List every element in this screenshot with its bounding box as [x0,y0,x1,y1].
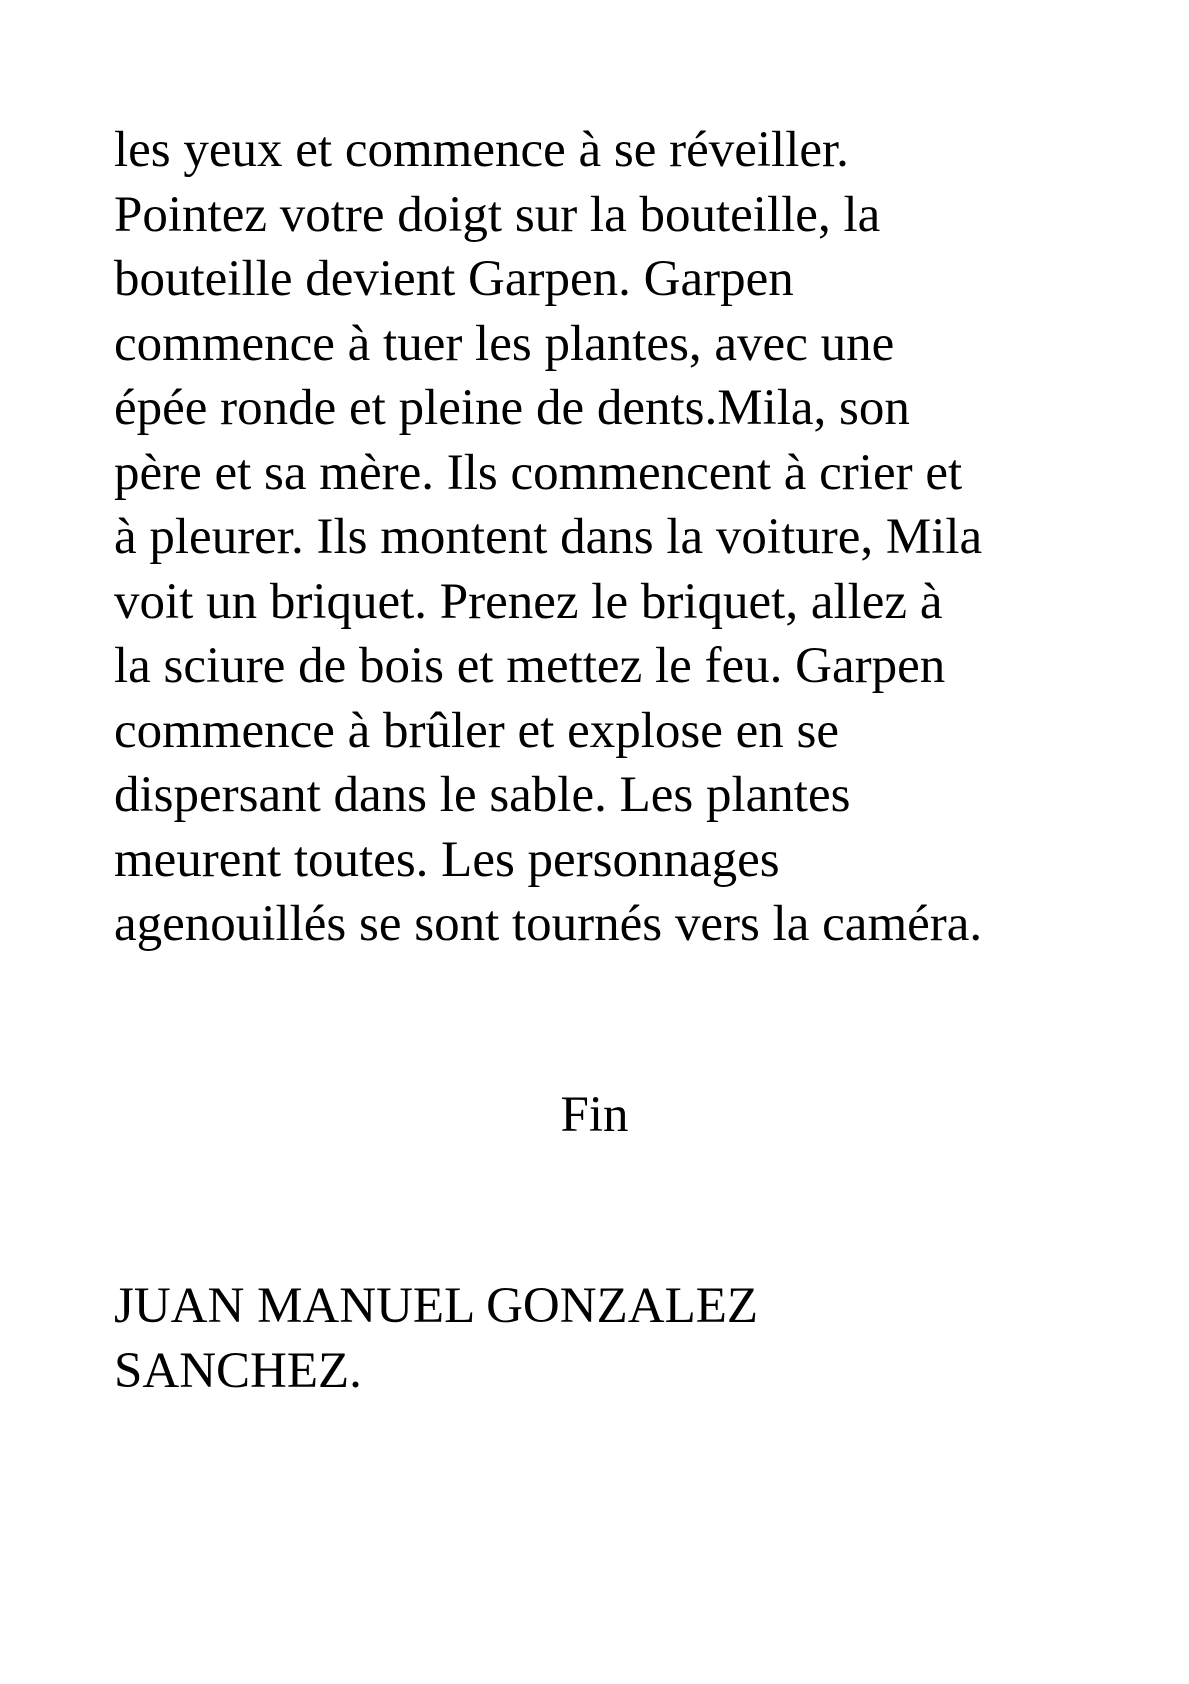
author-line: SANCHEZ. [114,1342,362,1399]
story-line: meurent toutes. Les personnages [114,831,780,888]
story-line: épée ronde et pleine de dents.Mila, son [114,380,910,436]
author-name [114,1274,1114,1403]
story-line: bouteille devient Garpen. Garpen [114,251,794,307]
story-line: commence à tuer les plantes, avec une [114,315,895,372]
story-line: les yeux et commence à se réveiller. [114,122,849,178]
story-paragraph [114,118,1114,957]
author-line: JUAN MANUEL GONZALEZ [114,1278,759,1334]
story-line: dispersant dans le sable. Les plantes [114,767,851,823]
story-line: agenouillés se sont tournés vers la caméra. [114,896,983,952]
ending-label: Fin [560,1087,629,1143]
story-line: la sciure de bois et mettez le feu. Garpen [114,638,946,694]
story-line: Pointez votre doigt sur la bouteille, la [114,186,881,243]
story-line: voit un briquet. Prenez le briquet, allez à [114,573,943,630]
story-line: à pleurer. Ils montent dans la voiture, Mila [114,509,983,565]
story-line: commence à brûler et explose en se [114,702,840,759]
story-line: père et sa mère. Ils commencent à crier et [114,444,963,501]
